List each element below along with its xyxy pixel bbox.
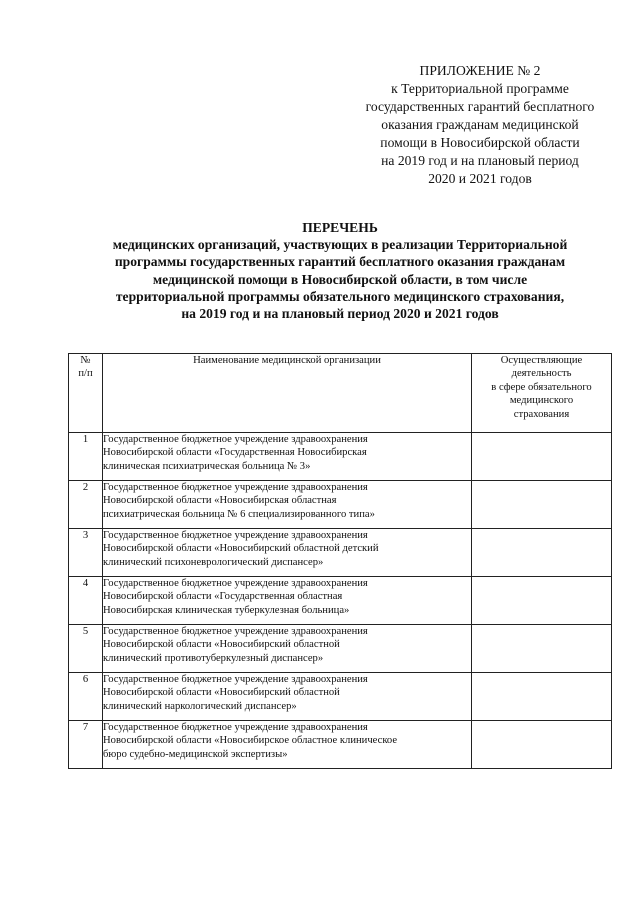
- header-oms-line: страхования: [513, 408, 570, 420]
- row-oms: [472, 481, 612, 529]
- appendix-line: ПРИЛОЖЕНИЕ № 2: [419, 63, 541, 78]
- row-org-name: [103, 625, 472, 673]
- org-name-line: Государственное бюджетное учреждение здравоохранения: [103, 530, 368, 541]
- header-oms-line: в сфере обязательного: [491, 381, 592, 393]
- table-row: [69, 481, 612, 529]
- org-name-line: клиническая психиатрическая больница № 3»: [103, 460, 311, 472]
- table-row: [69, 625, 612, 673]
- appendix-line: на 2019 год и на плановый период: [381, 153, 579, 168]
- row-org-name: [103, 529, 472, 577]
- header-org-name: Наименование медицинской организации: [103, 354, 472, 433]
- org-name-line: Государственное бюджетное учреждение здравоохранения: [103, 482, 368, 493]
- row-number: 5: [69, 625, 103, 673]
- table-row: [69, 529, 612, 577]
- org-name-line: Государственное бюджетное учреждение здравоохранения: [103, 578, 368, 589]
- header-number-line: №: [80, 355, 91, 366]
- header-number-line: п/п: [78, 368, 93, 380]
- org-name-line: Новосибирской области «Новосибирская областная: [103, 495, 337, 507]
- title-line: медицинских организаций, участвующих в реализации Территориальной: [112, 237, 568, 253]
- row-number: 7: [69, 721, 103, 769]
- row-oms: [472, 529, 612, 577]
- row-org-name: [103, 673, 472, 721]
- title-line: программы государственных гарантий бесплатного оказания гражданам: [114, 254, 566, 270]
- org-name-line: Государственное бюджетное учреждение здравоохранения: [103, 434, 368, 445]
- header-number: [69, 354, 103, 433]
- org-name-line: Государственное бюджетное учреждение здравоохранения: [103, 722, 368, 733]
- row-org-name: [103, 721, 472, 769]
- appendix-line: государственных гарантий бесплатного: [365, 99, 595, 114]
- org-name-line: бюро судебно-медицинской экспертизы»: [103, 748, 288, 760]
- appendix-line: оказания гражданам медицинской: [381, 117, 579, 132]
- table-row: [69, 433, 612, 481]
- table-header-row: [69, 354, 612, 433]
- row-org-name: [103, 481, 472, 529]
- org-name-line: Новосибирской области «Государственная Новосибирская: [103, 447, 367, 459]
- header-oms-line: медицинского: [509, 395, 574, 407]
- title-line: на 2019 год и на плановый период 2020 и 2021 годов: [181, 306, 499, 322]
- table-row: [69, 673, 612, 721]
- org-name-line: клинический психоневрологический диспансер»: [103, 556, 324, 568]
- title-line: медицинской помощи в Новосибирской области, в том числе: [152, 271, 528, 287]
- row-org-name: [103, 577, 472, 625]
- row-oms: [472, 673, 612, 721]
- header-oms-line: деятельность: [511, 368, 572, 380]
- table-row: [69, 577, 612, 625]
- table-row: [69, 721, 612, 769]
- title-heading: ПЕРЕЧЕНЬ: [302, 220, 378, 235]
- row-number: 6: [69, 673, 103, 721]
- row-oms: [472, 433, 612, 481]
- row-number: 4: [69, 577, 103, 625]
- header-oms-line: Осуществляющие: [500, 355, 583, 366]
- org-name-line: психиатрическая больница № 6 специализированного типа»: [103, 508, 375, 520]
- row-number: 1: [69, 433, 103, 481]
- document-title: [60, 219, 620, 322]
- row-number: 2: [69, 481, 103, 529]
- org-name-line: Новосибирской области «Новосибирское областное клиническое: [103, 735, 398, 747]
- org-name-line: Государственное бюджетное учреждение здравоохранения: [103, 674, 368, 685]
- org-name-line: Новосибирская клиническая туберкулезная больница»: [103, 604, 350, 616]
- row-number: 3: [69, 529, 103, 577]
- org-name-line: Государственное бюджетное учреждение здравоохранения: [103, 626, 368, 637]
- org-name-line: клинический наркологический диспансер»: [103, 700, 297, 712]
- title-line: территориальной программы обязательного медицинского страхования,: [115, 288, 565, 304]
- appendix-header: [350, 62, 610, 188]
- appendix-line: к Территориальной программе: [391, 81, 569, 96]
- org-name-line: клинический противотуберкулезный диспансер»: [103, 652, 324, 664]
- org-name-line: Новосибирской области «Новосибирский областной: [103, 639, 340, 651]
- row-oms: [472, 577, 612, 625]
- org-name-line: Новосибирской области «Новосибирский областной детский: [103, 543, 379, 555]
- row-oms: [472, 625, 612, 673]
- organizations-table: [68, 353, 612, 769]
- org-name-line: Новосибирской области «Государственная областная: [103, 591, 343, 603]
- row-oms: [472, 721, 612, 769]
- row-org-name: [103, 433, 472, 481]
- org-name-line: Новосибирской области «Новосибирский областной: [103, 687, 340, 699]
- appendix-line: 2020 и 2021 годов: [428, 171, 532, 186]
- appendix-line: помощи в Новосибирской области: [380, 135, 580, 150]
- header-oms: [472, 354, 612, 433]
